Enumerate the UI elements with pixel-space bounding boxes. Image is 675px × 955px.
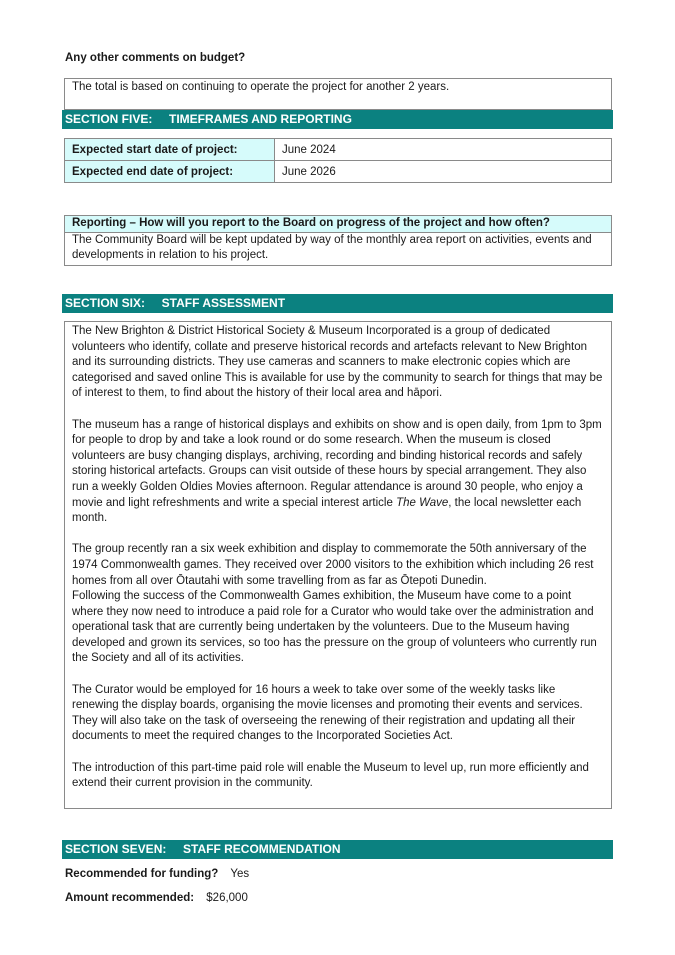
assessment-paragraph xyxy=(72,418,604,527)
section-seven-header: SECTION SEVEN: STAFF RECOMMENDATION xyxy=(62,840,613,859)
recommended-value: Yes xyxy=(230,868,250,880)
start-date-value: June 2024 xyxy=(275,139,612,161)
assessment-paragraph: The group recently ran a six week exhibition and display to commemorate the 50th anniversary of the 1974 Commonwealth games. They received over 2000 visitors to the exhibition which including 26 rest homes from all over Ōtautahi with some travelling from as far as Ōtepoti Dunedin. xyxy=(72,543,594,587)
project-dates-table xyxy=(64,138,612,183)
amount-label: Amount recommended: xyxy=(65,892,195,904)
table-row xyxy=(65,161,612,183)
assessment-paragraph: The New Brighton & District Historical Society & Museum Incorporated is a group of dedicated volunteers who identify, collate and preserve historical records and artefacts relevant to New Brighton and its surrounding districts. They use cameras and scanners to make electronic copies which are categorised and saved online This is available for use by the community to search for things that may be of interest to them, to find about the history of their local area and hāpori. xyxy=(72,325,603,400)
recommended-row xyxy=(65,868,249,880)
end-date-value: June 2026 xyxy=(275,161,612,183)
budget-comments-answer: The total is based on continuing to operate the project for another 2 years. xyxy=(64,78,612,110)
assessment-paragraph: The Curator would be employed for 16 hours a week to take over some of the weekly tasks like renewing the display boards, organising the movie licenses and promoting their events and services. They will also take on the task of overseeing the renewing of their registration and updating all their documents to meet the required changes to the Incorporated Societies Act. xyxy=(72,683,583,743)
assessment-paragraph: The introduction of this part-time paid role will enable the Museum to level up, run more efficiently and extend their current provision in the community. xyxy=(72,761,589,790)
recommended-label: Recommended for funding? xyxy=(65,868,219,880)
table-row xyxy=(65,139,612,161)
section-five-header: SECTION FIVE: TIMEFRAMES AND REPORTING xyxy=(62,110,613,129)
budget-comments-question: Any other comments on budget? xyxy=(65,52,246,64)
reporting-answer: The Community Board will be kept updated by way of the monthly area report on activities, events and developments in relation to his project. xyxy=(72,233,592,262)
end-date-label: Expected end date of project: xyxy=(65,161,275,183)
start-date-label: Expected start date of project: xyxy=(65,139,275,161)
reporting-block xyxy=(64,215,612,266)
staff-assessment-box xyxy=(64,321,612,809)
section-six-header: SECTION SIX: STAFF ASSESSMENT xyxy=(62,294,613,313)
newsletter-title: The Wave xyxy=(396,496,449,509)
amount-value: $26,000 xyxy=(206,892,248,904)
assessment-paragraph: Following the success of the Commonwealth Games exhibition, the Museum have come to a point where they now need to introduce a paid role for a Curator who would take over the administration and operational task that are currently being undertaken by the volunteers. Due to the Museum having developed and grown its services, so too has the pressure on the group of volunteers who currently run the Society and all of its activities. xyxy=(72,590,597,665)
reporting-question: Reporting – How will you report to the Board on progress of the project and how often? xyxy=(65,216,611,233)
assessment-text: The museum has a range of historical displays and exhibits on show and is open daily, from 1pm to 3pm for people to drop by and take a look round or do some research. When the museum is closed volunteers are busy changing displays, archiving, recording and binding historical records and safely storing historical artefacts. Groups can visit outside of these hours by special arrangement. They also run a weekly Golden Oldies Movies afternoon. Regular attendance is around 30 people, who enjoy a movie and light refreshments and write a special interest article xyxy=(72,418,602,509)
assessment-text: , the local newsletter each month. xyxy=(72,496,582,525)
amount-row xyxy=(65,892,248,904)
